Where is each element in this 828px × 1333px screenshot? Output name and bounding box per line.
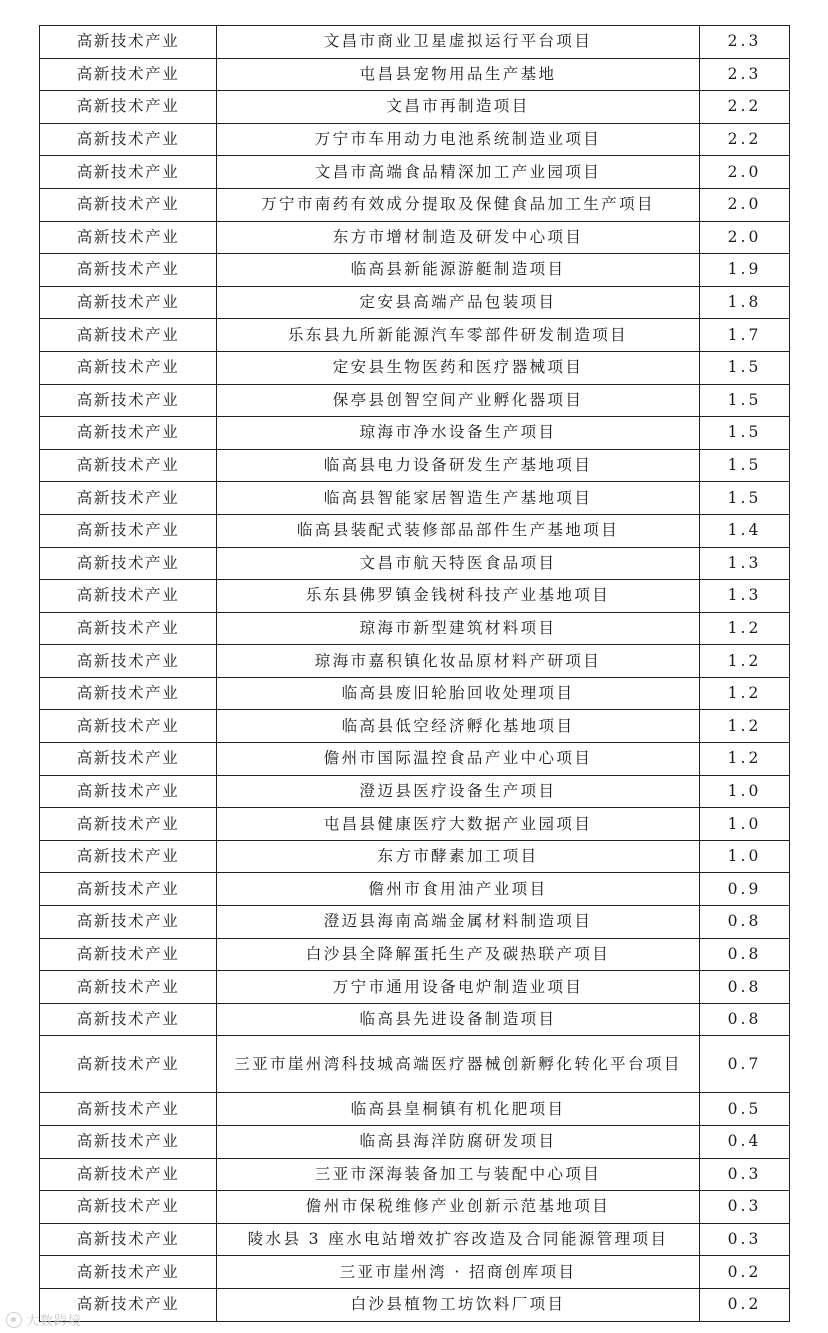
project-name-cell: 临高县低空经济孵化基地项目 [217, 710, 700, 743]
table-row [40, 1288, 790, 1321]
category-cell: 高新技术产业 [40, 156, 217, 189]
value-cell: 0.5 [700, 1093, 790, 1126]
value-cell: 0.8 [700, 906, 790, 939]
value-cell: 1.2 [700, 677, 790, 710]
table-row [40, 612, 790, 645]
table-row [40, 775, 790, 808]
project-name-cell: 万宁市通用设备电炉制造业项目 [217, 971, 700, 1004]
project-name-cell: 陵水县 3 座水电站增效扩容改造及合同能源管理项目 [217, 1223, 700, 1256]
value-cell: 0.2 [700, 1256, 790, 1289]
category-cell: 高新技术产业 [40, 384, 217, 417]
project-table-body [40, 26, 790, 1322]
table-row [40, 482, 790, 515]
category-cell: 高新技术产业 [40, 26, 217, 59]
table-row [40, 156, 790, 189]
project-name-cell: 文昌市高端食品精深加工产业园项目 [217, 156, 700, 189]
value-cell: 2.0 [700, 188, 790, 221]
table-row [40, 417, 790, 450]
category-cell: 高新技术产业 [40, 123, 217, 156]
table-row [40, 1191, 790, 1224]
value-cell: 1.5 [700, 417, 790, 450]
value-cell: 0.2 [700, 1288, 790, 1321]
value-cell: 1.2 [700, 743, 790, 776]
project-name-cell: 临高县智能家居智造生产基地项目 [217, 482, 700, 515]
table-row [40, 384, 790, 417]
value-cell: 1.7 [700, 319, 790, 352]
category-cell: 高新技术产业 [40, 514, 217, 547]
category-cell: 高新技术产业 [40, 547, 217, 580]
table-row [40, 1223, 790, 1256]
project-name-cell: 澄迈县医疗设备生产项目 [217, 775, 700, 808]
table-row [40, 1036, 790, 1093]
project-name-cell: 琼海市新型建筑材料项目 [217, 612, 700, 645]
table-row [40, 906, 790, 939]
category-cell: 高新技术产业 [40, 482, 217, 515]
value-cell: 1.5 [700, 449, 790, 482]
category-cell: 高新技术产业 [40, 612, 217, 645]
category-cell: 高新技术产业 [40, 319, 217, 352]
category-cell: 高新技术产业 [40, 91, 217, 124]
category-cell: 高新技术产业 [40, 286, 217, 319]
value-cell: 1.0 [700, 840, 790, 873]
table-row [40, 580, 790, 613]
project-name-cell: 临高县新能源游艇制造项目 [217, 254, 700, 287]
category-cell: 高新技术产业 [40, 938, 217, 971]
value-cell: 2.2 [700, 91, 790, 124]
category-cell: 高新技术产业 [40, 743, 217, 776]
category-cell: 高新技术产业 [40, 1036, 217, 1093]
value-cell: 1.0 [700, 808, 790, 841]
project-name-cell: 临高县海洋防腐研发项目 [217, 1126, 700, 1159]
project-name-cell: 澄迈县海南高端金属材料制造项目 [217, 906, 700, 939]
table-row [40, 1126, 790, 1159]
table-row [40, 26, 790, 59]
value-cell: 2.0 [700, 221, 790, 254]
category-cell: 高新技术产业 [40, 1158, 217, 1191]
category-cell: 高新技术产业 [40, 775, 217, 808]
table-row [40, 351, 790, 384]
value-cell: 0.7 [700, 1036, 790, 1093]
category-cell: 高新技术产业 [40, 58, 217, 91]
value-cell: 2.0 [700, 156, 790, 189]
project-name-cell: 万宁市南药有效成分提取及保健食品加工生产项目 [217, 188, 700, 221]
project-name-cell: 三亚市深海装备加工与装配中心项目 [217, 1158, 700, 1191]
table-row [40, 319, 790, 352]
category-cell: 高新技术产业 [40, 1126, 217, 1159]
category-cell: 高新技术产业 [40, 971, 217, 1004]
value-cell: 2.3 [700, 58, 790, 91]
project-name-cell: 临高县先进设备制造项目 [217, 1003, 700, 1036]
category-cell: 高新技术产业 [40, 254, 217, 287]
category-cell: 高新技术产业 [40, 417, 217, 450]
project-table-container [39, 25, 789, 1322]
value-cell: 1.2 [700, 612, 790, 645]
watermark-text: 大数跨境 [26, 1314, 83, 1329]
value-cell: 0.8 [700, 938, 790, 971]
table-row [40, 547, 790, 580]
category-cell: 高新技术产业 [40, 1003, 217, 1036]
project-name-cell: 屯昌县健康医疗大数据产业园项目 [217, 808, 700, 841]
value-cell: 1.5 [700, 351, 790, 384]
project-name-cell: 东方市酵素加工项目 [217, 840, 700, 873]
table-row [40, 873, 790, 906]
category-cell: 高新技术产业 [40, 188, 217, 221]
table-row [40, 254, 790, 287]
project-table [39, 25, 790, 1322]
table-row [40, 808, 790, 841]
table-row [40, 1003, 790, 1036]
table-row [40, 286, 790, 319]
table-row [40, 1158, 790, 1191]
value-cell: 0.3 [700, 1191, 790, 1224]
project-name-cell: 白沙县全降解蛋托生产及碳热联产项目 [217, 938, 700, 971]
project-name-cell: 儋州市保税维修产业创新示范基地项目 [217, 1191, 700, 1224]
value-cell: 1.5 [700, 384, 790, 417]
value-cell: 1.8 [700, 286, 790, 319]
project-name-cell: 屯昌县宠物用品生产基地 [217, 58, 700, 91]
project-name-cell: 白沙县植物工坊饮料厂项目 [217, 1288, 700, 1321]
table-row [40, 971, 790, 1004]
table-row [40, 710, 790, 743]
project-name-cell: 临高县皇桐镇有机化肥项目 [217, 1093, 700, 1126]
value-cell: 1.2 [700, 645, 790, 678]
table-row [40, 677, 790, 710]
value-cell: 0.8 [700, 1003, 790, 1036]
value-cell: 0.8 [700, 971, 790, 1004]
value-cell: 1.0 [700, 775, 790, 808]
value-cell: 1.2 [700, 710, 790, 743]
table-row [40, 938, 790, 971]
project-name-cell: 定安县高端产品包装项目 [217, 286, 700, 319]
category-cell: 高新技术产业 [40, 645, 217, 678]
value-cell: 1.3 [700, 580, 790, 613]
category-cell: 高新技术产业 [40, 1191, 217, 1224]
project-name-cell: 琼海市嘉积镇化妆品原材料产研项目 [217, 645, 700, 678]
project-name-cell: 临高县装配式装修部品部件生产基地项目 [217, 514, 700, 547]
project-name-cell: 文昌市再制造项目 [217, 91, 700, 124]
project-name-cell: 定安县生物医药和医疗器械项目 [217, 351, 700, 384]
table-row [40, 449, 790, 482]
category-cell: 高新技术产业 [40, 840, 217, 873]
category-cell: 高新技术产业 [40, 351, 217, 384]
watermark [6, 1310, 82, 1329]
category-cell: 高新技术产业 [40, 906, 217, 939]
category-cell: 高新技术产业 [40, 580, 217, 613]
brand-logo-icon [6, 1312, 22, 1328]
value-cell: 2.3 [700, 26, 790, 59]
value-cell: 0.9 [700, 873, 790, 906]
value-cell: 1.5 [700, 482, 790, 515]
project-name-cell: 万宁市车用动力电池系统制造业项目 [217, 123, 700, 156]
project-name-cell: 临高县电力设备研发生产基地项目 [217, 449, 700, 482]
category-cell: 高新技术产业 [40, 1288, 217, 1321]
value-cell: 1.9 [700, 254, 790, 287]
table-row [40, 123, 790, 156]
value-cell: 1.3 [700, 547, 790, 580]
value-cell: 1.4 [700, 514, 790, 547]
category-cell: 高新技术产业 [40, 1223, 217, 1256]
table-row [40, 1256, 790, 1289]
table-row [40, 188, 790, 221]
category-cell: 高新技术产业 [40, 710, 217, 743]
project-name-cell: 儋州市国际温控食品产业中心项目 [217, 743, 700, 776]
category-cell: 高新技术产业 [40, 873, 217, 906]
value-cell: 0.4 [700, 1126, 790, 1159]
project-name-cell: 三亚市崖州湾科技城高端医疗器械创新孵化转化平台项目 [217, 1036, 700, 1093]
project-name-cell: 乐东县佛罗镇金钱树科技产业基地项目 [217, 580, 700, 613]
category-cell: 高新技术产业 [40, 449, 217, 482]
project-name-cell: 琼海市净水设备生产项目 [217, 417, 700, 450]
table-row [40, 221, 790, 254]
table-row [40, 514, 790, 547]
project-name-cell: 临高县废旧轮胎回收处理项目 [217, 677, 700, 710]
category-cell: 高新技术产业 [40, 221, 217, 254]
table-row [40, 91, 790, 124]
project-name-cell: 保亭县创智空间产业孵化器项目 [217, 384, 700, 417]
table-row [40, 58, 790, 91]
category-cell: 高新技术产业 [40, 1093, 217, 1126]
table-row [40, 645, 790, 678]
table-row [40, 1093, 790, 1126]
table-row [40, 743, 790, 776]
category-cell: 高新技术产业 [40, 677, 217, 710]
value-cell: 0.3 [700, 1223, 790, 1256]
category-cell: 高新技术产业 [40, 808, 217, 841]
project-name-cell: 三亚市崖州湾 · 招商创库项目 [217, 1256, 700, 1289]
table-row [40, 840, 790, 873]
project-name-cell: 儋州市食用油产业项目 [217, 873, 700, 906]
project-name-cell: 文昌市商业卫星虚拟运行平台项目 [217, 26, 700, 59]
category-cell: 高新技术产业 [40, 1256, 217, 1289]
project-name-cell: 文昌市航天特医食品项目 [217, 547, 700, 580]
project-name-cell: 东方市增材制造及研发中心项目 [217, 221, 700, 254]
project-name-cell: 乐东县九所新能源汽车零部件研发制造项目 [217, 319, 700, 352]
value-cell: 0.3 [700, 1158, 790, 1191]
value-cell: 2.2 [700, 123, 790, 156]
